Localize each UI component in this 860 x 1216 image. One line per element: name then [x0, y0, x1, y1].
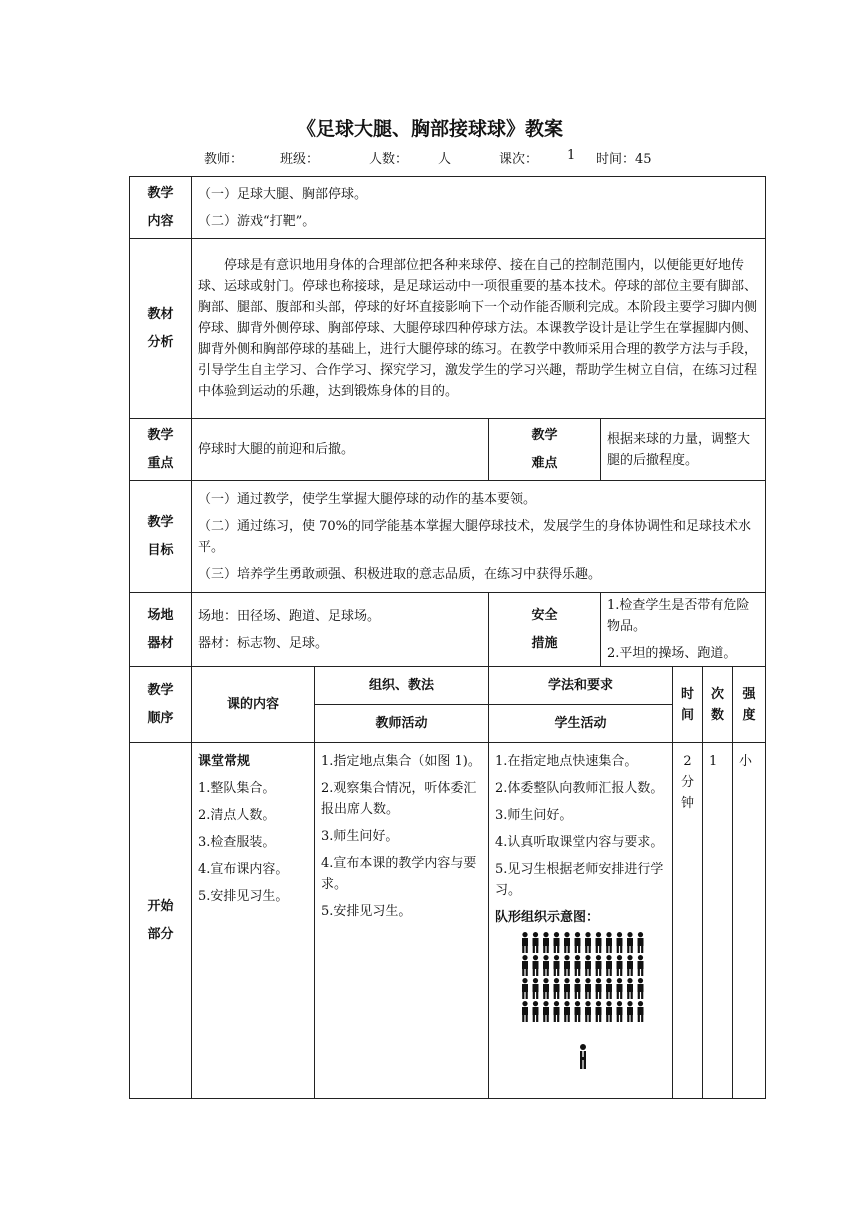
start-teacher-activity: 1.指定地点集合（如图 1)。 2.观察集合情况，听体委汇报出席人数。 3.师生问好。 4.宣布本课的教学内容与要求。 5.安排见习生。 [315, 743, 489, 1099]
method-header: 学法和要求 [489, 667, 673, 705]
class-label: 班级： [280, 152, 320, 167]
student-figure [564, 1001, 570, 1022]
student-figure [522, 955, 528, 976]
start-intensity: 小 [733, 743, 766, 1099]
analysis-label: 教材 分析 [130, 239, 192, 419]
student-figure [585, 978, 591, 999]
student-figure [585, 932, 591, 953]
student-figure [596, 1001, 602, 1022]
row-venue [130, 593, 766, 667]
student-figure [627, 978, 633, 999]
student-figure [627, 955, 633, 976]
student-figure [585, 955, 591, 976]
student-figure [606, 1001, 612, 1022]
student-figure [606, 955, 612, 976]
lesson-value: 1 [567, 148, 576, 163]
venue-text: 场地：田径场、跑道、足球场。 器材：标志物、足球。 [192, 593, 489, 667]
student-figure [617, 1001, 623, 1022]
intensity-header: 强 度 [733, 667, 766, 743]
key-text: 停球时大腿的前迎和后撤。 [192, 419, 489, 481]
student-figure [533, 1001, 539, 1022]
schedule-header-row-1 [130, 667, 766, 705]
student-figure [543, 955, 549, 976]
student-figure [554, 978, 560, 999]
teacher-activity-header: 教师活动 [315, 705, 489, 743]
start-content: 课堂常规 1.整队集合。 2.清点人数。 3.检查服装。 4.宣布课内容。 5.安排见习生。 [192, 743, 315, 1099]
page-title: 《足球大腿、胸部接球球》教案 [296, 118, 563, 140]
student-figure [575, 978, 581, 999]
teacher-label: 教师： [204, 152, 244, 167]
student-figure [606, 932, 612, 953]
row-content [130, 177, 766, 239]
goals-text: （一）通过教学，使学生掌握大腿停球的动作的基本要领。 （二）通过练习，使 70%的同学能基本掌握大腿停球技术，发展学生的身体协调性和足球技术水平。 （三）培养学生勇敢顽强、积极进取的意志品质，在练习中获得乐趣。 [192, 481, 766, 593]
safety-text: 1.检查学生是否带有危险物品。 2.平坦的操场、跑道。 [601, 593, 766, 667]
student-figure [543, 932, 549, 953]
content-text: （一）足球大腿、胸部停球。 （二）游戏“打靶”。 [192, 177, 766, 239]
student-figure [627, 932, 633, 953]
student-figure [533, 932, 539, 953]
student-figure [522, 1001, 528, 1022]
order-label: 教学 顺序 [130, 667, 192, 743]
student-figure [575, 932, 581, 953]
student-figure [606, 978, 612, 999]
student-figure [554, 955, 560, 976]
student-figures [522, 932, 644, 1022]
time-header: 时 间 [673, 667, 703, 743]
student-figure [638, 978, 644, 999]
row-key [130, 419, 766, 481]
student-figure [533, 955, 539, 976]
student-figure [533, 978, 539, 999]
student-figure [638, 932, 644, 953]
content-label: 教学 内容 [130, 177, 192, 239]
student-figure [596, 955, 602, 976]
lesson-content-header: 课的内容 [192, 667, 315, 743]
start-time: 2 分 钟 [673, 743, 703, 1099]
safety-label: 安全 措施 [489, 593, 601, 667]
count-unit: 人 [438, 152, 452, 167]
lesson-label: 课次： [499, 152, 539, 167]
student-figure [564, 932, 570, 953]
student-figure [543, 1001, 549, 1022]
student-figure [575, 1001, 581, 1022]
student-figure [617, 955, 623, 976]
difficulty-label: 教学 难点 [489, 419, 601, 481]
student-figure [564, 978, 570, 999]
goals-label: 教学 目标 [130, 481, 192, 593]
start-label: 开始 部分 [130, 743, 192, 1099]
difficulty-text: 根据来球的力量，调整大腿的后撤程度。 [601, 419, 766, 481]
student-figure [617, 932, 623, 953]
student-figure [596, 978, 602, 999]
time-label: 时间：45 [596, 152, 652, 167]
student-activity-header: 学生活动 [489, 705, 673, 743]
row-start [130, 743, 766, 1099]
org-header: 组织、教法 [315, 667, 489, 705]
student-figure [543, 978, 549, 999]
start-times: 1 [703, 743, 733, 1099]
row-goals [130, 481, 766, 593]
venue-label: 场地 器材 [130, 593, 192, 667]
student-figure [638, 1001, 644, 1022]
student-figure [554, 932, 560, 953]
student-figure [585, 1001, 591, 1022]
student-figure [617, 978, 623, 999]
student-figure [564, 955, 570, 976]
student-figure [554, 1001, 560, 1022]
times-header: 次 数 [703, 667, 733, 743]
teacher-figure [580, 1044, 586, 1069]
student-figure [575, 955, 581, 976]
row-analysis [130, 239, 766, 419]
student-figure [522, 932, 528, 953]
start-student-activity: 1.在指定地点快速集合。 2.体委整队向教师汇报人数。 3.师生问好。 4.认真听取课堂内容与要求。 5.见习生根据老师安排进行学习。 队形组织示意图： [489, 743, 673, 1099]
student-figure [638, 955, 644, 976]
analysis-text: 停球是有意识地用身体的合理部位把各种来球停、接在自己的控制范围内，以便能更好地传球、运球或射门。停球也称接球，是足球运动中一项很重要的基本技术。停球的部位主要有脚部、胸部、腿部、腹部和头部，停球的好坏直接影响下一个动作能否顺利完成。本阶段主要学习脚内侧停球、脚背外侧停球、胸部停球、大腿停球四种停球方法。本课教学设计是让学生在掌握脚内侧、脚背外侧和胸部停球的基础上，进行大腿停球的练习。在教学中教师采用合理的教学方法与手段，引导学生自主学习、合作学习、探究学习，激发学生的学习兴趣，帮助学生树立自信，在练习过程中体验到运动的乐趣，达到锻炼身体的目的。 [192, 239, 766, 419]
key-label: 教学 重点 [130, 419, 192, 481]
count-label: 人数： [369, 152, 409, 167]
student-figure [596, 932, 602, 953]
student-figure [522, 978, 528, 999]
formation-diagram [521, 932, 651, 1072]
student-figure [627, 1001, 633, 1022]
lesson-plan-table [129, 176, 766, 1099]
